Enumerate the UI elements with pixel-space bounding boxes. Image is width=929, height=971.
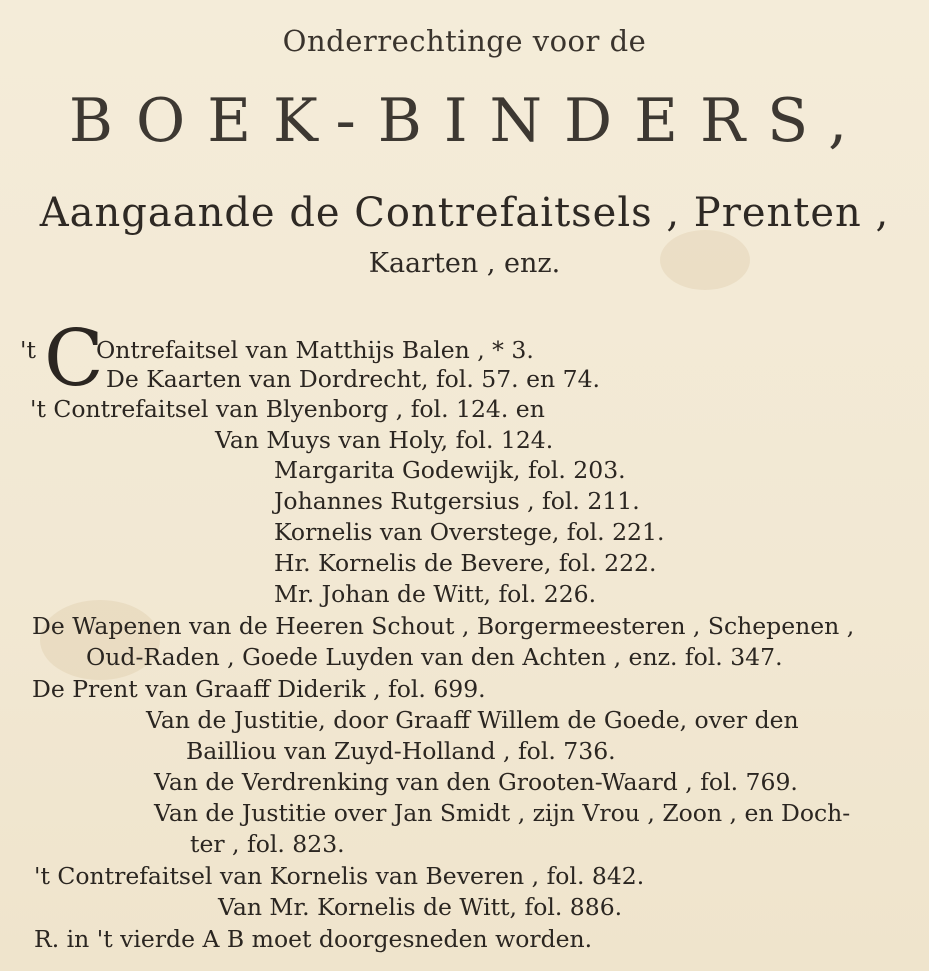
list-item: Kornelis van Overstege, fol. 221. bbox=[274, 518, 665, 546]
list-item: Ontrefaitsel van Matthijs Balen , * 3. bbox=[96, 336, 534, 364]
heading-subtitle: Aangaande de Contrefaitsels , Prenten , bbox=[39, 190, 890, 236]
list-item: Van Muys van Holy, fol. 124. bbox=[215, 426, 554, 454]
list-item: Hr. Kornelis de Bevere, fol. 222. bbox=[274, 549, 657, 577]
list-item: Van de Justitie over Jan Smidt , zijn Vrou , Zoon , en Doch- bbox=[154, 799, 851, 827]
list-item: Johannes Rutgersius , fol. 211. bbox=[274, 487, 640, 515]
drop-cap: C bbox=[44, 314, 104, 404]
list-item: Van de Verdrenking van den Grooten-Waard , fol. 769. bbox=[154, 768, 798, 796]
list-item: Oud-Raden , Goede Luyden van den Achten , enz. fol. 347. bbox=[86, 643, 783, 671]
list-item: Mr. Johan de Witt, fol. 226. bbox=[274, 580, 597, 608]
list-item: 't Contrefaitsel van Blyenborg , fol. 124. en bbox=[30, 395, 545, 423]
list-item: De Kaarten van Dordrecht, fol. 57. en 74. bbox=[106, 365, 600, 393]
list-item: Margarita Godewijk, fol. 203. bbox=[274, 456, 626, 484]
list-item: ter , fol. 823. bbox=[190, 830, 345, 858]
list-item: R. in 't vierde A B moet doorgesneden worden. bbox=[34, 925, 593, 953]
list-item: 't Contrefaitsel van Kornelis van Beveren , fol. 842. bbox=[34, 862, 645, 890]
heading-title: BOEK-BINDERS, bbox=[68, 86, 870, 156]
heading-line-1: Onderrechtinge voor de bbox=[282, 24, 647, 58]
list-item: De Wapenen van de Heeren Schout , Borgermeesteren , Schepenen , bbox=[32, 612, 855, 640]
list-item: Bailliou van Zuyd-Holland , fol. 736. bbox=[186, 737, 616, 765]
list-item-prefix: 't bbox=[20, 336, 36, 364]
list-item: Van Mr. Kornelis de Witt, fol. 886. bbox=[218, 893, 623, 921]
heading-subtitle-2: Kaarten , enz. bbox=[368, 248, 561, 279]
list-item: Van de Justitie, door Graaff Willem de Goede, over den bbox=[146, 706, 799, 734]
list-item: De Prent van Graaff Diderik , fol. 699. bbox=[32, 675, 486, 703]
